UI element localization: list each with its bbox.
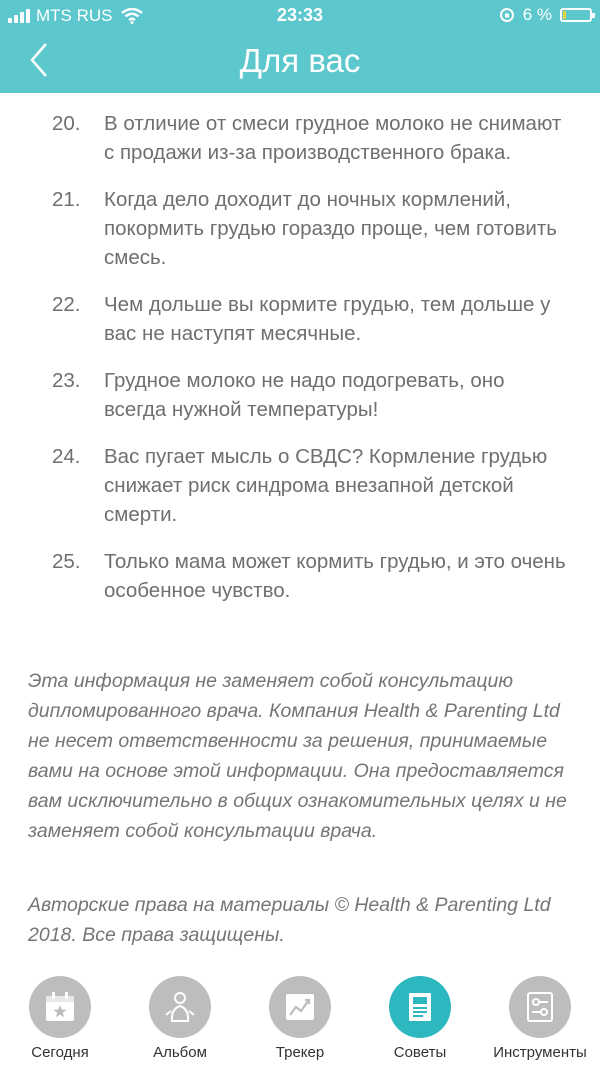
- item-number: 22.: [52, 293, 81, 316]
- list-item: [0, 185, 600, 272]
- tab-today[interactable]: [0, 976, 120, 1061]
- item-text: Только мама может кормить грудью, и это очень особенное чувство.: [104, 550, 566, 602]
- item-text: В отличие от смеси грудное молоко не снимают с продажи из-за производственного брака.: [104, 112, 562, 164]
- article-icon: [389, 976, 451, 1038]
- tab-label: Инструменты: [493, 1044, 587, 1061]
- list-item: [0, 366, 600, 424]
- battery-area: [499, 5, 592, 25]
- item-number: 25.: [52, 550, 81, 573]
- item-text: Вас пугает мысль о СВДС? Кормление грудью снижает риск синдрома внезапной детской смерти.: [104, 445, 548, 526]
- tab-tips[interactable]: [360, 976, 480, 1061]
- status-bar: [0, 0, 600, 32]
- list-item: [0, 442, 600, 529]
- calendar-icon: [29, 976, 91, 1038]
- page-title: Для вас: [239, 42, 361, 79]
- tab-label: Трекер: [275, 1044, 325, 1061]
- tips-list: [0, 109, 600, 623]
- tab-tools[interactable]: [480, 976, 600, 1061]
- item-number: 23.: [52, 369, 81, 392]
- copyright-text: Авторские права на материалы © Health & Parenting Ltd 2018. Все права защищены.: [28, 894, 551, 946]
- list-item: [0, 547, 600, 605]
- carrier-name: MTS RUS: [36, 6, 113, 25]
- list-item: [0, 290, 600, 348]
- baby-icon: [149, 976, 211, 1038]
- item-number: 21.: [52, 188, 81, 211]
- orientation-lock-icon: [499, 7, 515, 23]
- tab-label: Советы: [393, 1044, 447, 1061]
- disclaimer-text: Эта информация не заменяет собой консультацию дипломированного врача. Компания Health & Parenting Ltd не несет ответственности за решения, принимаемые вами на основе этой информации. Она предоставляется вам исключительно в общих ознакомительных целях и не заменяет собой консультации врача.: [28, 670, 567, 842]
- list-item: [0, 109, 600, 167]
- tab-tracker[interactable]: [240, 976, 360, 1061]
- item-text: Грудное молоко не надо подогревать, оно всегда нужной температуры!: [104, 369, 505, 421]
- item-text: Когда дело доходит до ночных кормлений, покормить грудью гораздо проще, чем готовить смесь.: [104, 188, 557, 269]
- app-header: [0, 0, 600, 93]
- battery-percent: 6 %: [522, 5, 552, 24]
- tab-album[interactable]: [120, 976, 240, 1061]
- item-text: Чем дольше вы кормите грудью, тем дольше у вас не наступят месячные.: [104, 293, 551, 345]
- battery-icon: [560, 8, 592, 22]
- item-number: 24.: [52, 445, 81, 468]
- item-number: 20.: [52, 112, 81, 135]
- tab-label: Сегодня: [31, 1044, 89, 1061]
- tab-label: Альбом: [153, 1044, 207, 1061]
- chart-icon: [269, 976, 331, 1038]
- tools-icon: [509, 976, 571, 1038]
- status-time: 23:33: [276, 5, 324, 25]
- bottom-tab-bar: [0, 968, 600, 1065]
